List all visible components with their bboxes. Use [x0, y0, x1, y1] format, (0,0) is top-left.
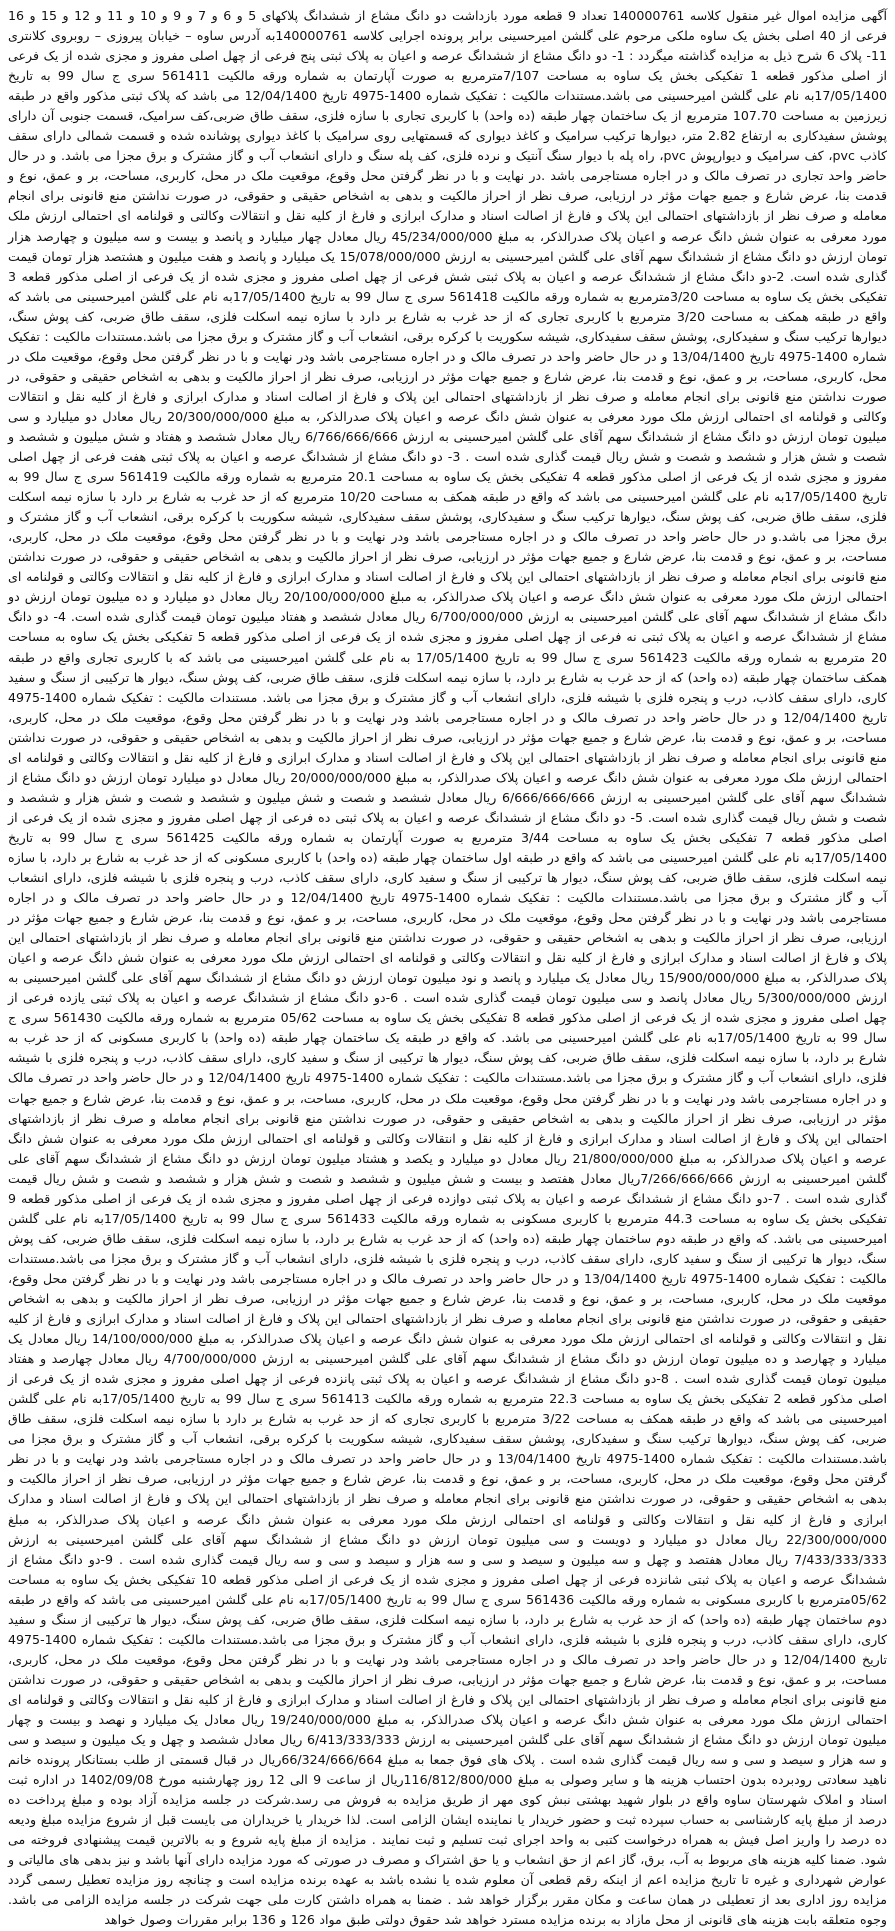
auction-notice-text: آگهی مزایده اموال غیر منقول کلاسه 140000761 تعداد 9 قطعه مورد بازداشت دو دانگ مشاع از ششدانگ پلاکهای 5 و 6 و 7 و 9 و 10 و 11 و 12 و 15 و 16 فرعی از 40 اصلی بخش یک ساوه ملکی مرحوم علی گلشن امیرحسینی برابر پرونده اجرایی کلاسه 140000761به آدرس ساوه – خیابان پیروزی – روبروی کلانتری 11- پلاک 6 شرح ذیل به مزایده گذاشته میگردد : 1- دو دانگ مشاع از ششدانگ عرصه و اعیان به پلاک ثبتی پنج فرعی از چهل اصلی مفروز و مجزی شده از یک فرعی از اصلی مذکور قطعه 1 تفکیکی بخش یک ساوه به مساحت 7/107مترمربع به صورت آپارتمان به شماره ورقه مالکیت 561411 سری ج سال 99 به تاریخ 17/05/1400به نام علی گلشن امیرحسینی می باشد.مستندات مالکیت : تفکیک شماره 1400-4975 تاریخ 12/04/1400 می باشد که پلاک ثبتی مذکور واقع در طبقه زیرزمین به مساحت 107.70 مترمربع از یک ساختمان چهار طبقه (ده واحد) با کاربری تجاری با سازه فلزی، سقف طاق ضربی،کف سرامیک، قسمت جنوبی آن دارای پوشش سفیدکاری به ارتفاع 2.82 متر، دیوارها ترکیب سرامیک و کاغذ دیواری که قسمتهایی روی سرامیک با کاغذ دیواری پوشانده شده و قسمت شمالی دارای سقف کاذب pvc، کف سرامیک و دیوارپوش pvc، راه پله با دیوار سنگ آنتیک و نرده فلزی، کف پله سنگ و دارای انشعاب آب و گاز مشترک و برق مجزا می باشد. و در حال حاضر واحد تجاری در تصرف مالک و در اجاره مستاجرمی باشد .در نهایت و با در نظر گرفتن محل وقوع، موقعیت ملک در محل، کاربری، مساحت، بر و عمق، نوع و قدمت بنا، عرض شارع و جمیع جهات مؤثر در ارزیابی، صرف نظر از احراز مالکیت و بدهی به اشخاص حقیقی و حقوقی، در صورت نداشتن منع قانونی برای انجام معامله و صرف نظر از بازداشتهای احتمالی این پلاک و فارغ از اصالت اسناد و مدارک ابرازی و فارغ از کلیه نقل و انتقالات وکالتی و قولنامه ای احتمالی ارزش ملک مورد معرفی به عنوان شش دانگ عرصه و اعیان پلاک صدرالذکر، به مبلغ 45/234/000/000 ریال معادل چهار میلیارد و پانصد و بیست و سه میلیون و چهارصد هزار تومان ارزش دو دانگ مشاع از ششدانگ سهم آقای علی گلشن امیرحسینی به ارزش 15/078/000/000 یک میلیارد و پانصد و هفت میلیون و هشتصد هزار تومان قیمت گذاری شده است. 2-دو دانگ مشاع از ششدانگ عرصه و اعیان به پلاک ثبتی شش فرعی از چهل اصلی مفروز و مجزی شده از یک فرعی از اصلی مذکور قطعه 3 تفکیکی بخش یک ساوه به مساحت 3/20مترمربع به شماره ورقه مالکیت 561418 سری ج سال 99 به تاریخ 17/05/1400به نام علی گلشن امیرحسینی می باشد که واقع در طبقه همکف به مساحت 3/20 مترمربع با کاربری تجاری که از حد غرب به شارع بر دارد با سازه نیمه اسکلت فلزی، سقف طاق ضربی، کف پوش سنگ، دیوارها ترکیب سنگ و سفیدکاری، پوشش سقف سفیدکاری، شیشه سکوریت با کرکره برقی، انشعاب آب و گاز مشترک و برق مجزا می باشد.مستندات مالکیت : تفکیک شماره 1400-4975 تاریخ 13/04/1400 و در حال حاضر واحد در تصرف مالک و در اجاره مستاجرمی باشد ودر نهایت و با در نظر گرفتن محل وقوع، موقعیت ملک در محل، کاربری، مساحت، بر و عمق، نوع و قدمت بنا، عرض شارع و جمیع جهات مؤثر در ارزیابی، صرف نظر از احراز مالکیت و بدهی به اشخاص حقیقی و حقوقی، در صورت نداشتن منع قانونی برای انجام معامله و صرف نظر از بازداشتهای احتمالی این پلاک و فارغ از اصالت اسناد و مدارک ابرازی و فارغ از کلیه نقل و انتقالات وکالتی و قولنامه ای احتمالی ارزش ملک مورد معرفی به عنوان شش دانگ عرصه و اعیان پلاک صدرالذکر، به مبلغ 20/300/000/000 ریال معادل دو میلیارد و سی میلیون تومان ارزش دو دانگ مشاع از ششدانگ سهم آقای علی گلشن امیرحسینی به ارزش 6/766/666/666 ریال معادل ششصد و هفتاد و شش میلیون و ششصد و شصت و شش هزار و ششصد و شصت و شش ریال قیمت گذاری شده است . 3- دو دانگ مشاع از ششدانگ عرصه و اعیان به پلاک ثبتی هفت فرعی از چهل اصلی مفروز و مجزی شده از یک فرعی از اصلی مذکور قطعه 4 تفکیکی بخش یک ساوه به مساحت 20.1 مترمربع به شماره ورقه مالکیت 561419 سری ج سال 99 به تاریخ 17/05/1400به نام علی گلشن امیرحسینی می باشد که واقع در طبقه همکف به مساحت 10/20 مترمربع که از حد غرب به شارع بر دارد با سازه نیمه اسکلت فلزی، سقف طاق ضربی، کف پوش سنگ، دیوارها ترکیب سنگ و سفیدکاری، پوشش سقف سفیدکاری، شیشه سکوریت با کرکره برقی، انشعاب آب و گاز مشترک و برق مجزا می باشد.و در حال حاضر واحد در تصرف مالک و در اجاره مستاجرمی باشد ودر نهایت و با در نظر گرفتن محل وقوع، موقعیت ملک در محل، کاربری، مساحت، بر و عمق، نوع و قدمت بنا، عرض شارع و جمیع جهات مؤثر در ارزیابی، صرف نظر از احراز مالکیت و بدهی به اشخاص حقیقی و حقوقی، در صورت نداشتن منع قانونی برای انجام معامله و صرف نظر از بازداشتهای احتمالی این پلاک و فارغ از اصالت اسناد و مدارک ابرازی و فارغ از کلیه نقل و انتقالات وکالتی و قولنامه ای احتمالی ارزش ملک مورد معرفی به عنوان شش دانگ عرصه و اعیان پلاک صدرالذکر، به مبلغ 20/100/000/000 ریال معادل دو میلیارد و ده میلیون تومان ارزش دو دانگ مشاع از ششدانگ سهم آقای علی گلشن امیرحسینی به ارزش 6/700/000/000 ریال معادل ششصد و هفتاد میلیون تومان قیمت گذاری شده است. 4- دو دانگ مشاع از ششدانگ عرصه و اعیان به پلاک ثبتی نه فرعی از چهل اصلی مفروز و مجزی شده از یک فرعی از اصلی مذکور قطعه 5 تفکیکی بخش یک ساوه به مساحت 20 مترمربع به شماره ورقه مالکیت 561423 سری ج سال 99 به تاریخ 17/05/1400 به نام علی گلشن امیرحسینی می باشد که با کاربری تجاری واقع در طبقه همکف ساختمان چهار طبقه (ده واحد) که از حد غرب به شارع بر دارد، با سازه نیمه اسکلت فلزی، سقف طاق ضربی، کف پوش سنگ، دیوار ها ترکیبی از سنگ و سفید کاری، دارای سقف کاذب، درب و پنجره فلزی با شیشه فلزی، دارای انشعاب آب و گاز مشترک و برق مجزا می باشد. مستندات مالکیت : تفکیک شماره 1400-4975 تاریخ 12/04/1400 و در حال حاضر واحد در تصرف مالک و در اجاره مستاجرمی باشد ودر نهایت و با در نظر گرفتن محل وقوع، موقعیت ملک در محل، کاربری، مساحت، بر و عمق، نوع و قدمت بنا، عرض شارع و جمیع جهات مؤثر در ارزیابی، صرف نظر از احراز مالکیت و بدهی به اشخاص حقیقی و حقوقی، در صورت نداشتن منع قانونی برای انجام معامله و صرف نظر از بازداشتهای احتمالی این پلاک و فارغ از اصالت اسناد و مدارک ابرازی و فارغ از کلیه نقل و انتقالات وکالتی و قولنامه ای احتمالی ارزش ملک مورد معرفی به عنوان شش دانگ عرصه و اعیان پلاک صدرالذکر، به مبلغ 20/000/000/000 ریال معادل دو میلیارد تومان ارزش دو دانگ مشاع از ششدانگ سهم آقای علی گلشن امیرحسینی به ارزش 6/666/666/666 ریال معادل ششصد و شصت و شش میلیون و ششصد و شصت و شش هزار و ششصد و شصت و شش ریال قیمت گذاری شده است. 5- دو دانگ مشاع از ششدانگ عرصه و اعیان به پلاک ثبتی ده فرعی از چهل اصلی مفروز و مجزی شده از یک فرعی از اصلی مذکور قطعه 7 تفکیکی بخش یک ساوه به مساحت 3/44 مترمربع به صورت آپارتمان به شماره ورقه مالکیت 561425 سری ج سال 99 به تاریخ 17/05/1400به نام علی گلشن امیرحسینی می باشد که واقع در طبقه اول ساختمان چهار طبقه (ده واحد) با کاربری مسکونی که از حد غرب به شارع بر دارد، با سازه نیمه اسکلت فلزی، سقف طاق ضربی، کف پوش سنگ، دیوار ها ترکیبی از سنگ و سفید کاری، دارای سقف کاذب، درب و پنجره فلزی با شیشه فلزی، دارای انشعاب آب و گاز مشترک و برق مجزا می باشد.مستندات مالکیت : تفکیک شماره 1400-4975 تاریخ 12/04/1400 و در حال حاضر واحد در تصرف مالک و در اجاره مستاجرمی باشد ودر نهایت و با در نظر گرفتن محل وقوع، موقعیت ملک در محل، کاربری، مساحت، بر و عمق، نوع و قدمت بنا، عرض شارع و جمیع جهات مؤثر در ارزیابی، صرف نظر از احراز مالکیت و بدهی به اشخاص حقیقی و حقوقی، در صورت نداشتن منع قانونی برای انجام معامله و صرف نظر از بازداشتهای احتمالی این پلاک و فارغ از اصالت اسناد و مدارک ابرازی و فارغ از کلیه نقل و انتقالات وکالتی و قولنامه ای احتمالی ارزش ملک مورد معرفی به عنوان شش دانگ عرصه و اعیان پلاک صدرالذکر، به مبلغ 15/900/000/000 ریال معادل یک میلیارد و پانصد و نود میلیون تومان ارزش دو دانگ مشاع از ششدانگ سهم آقای علی گلشن امیرحسینی به ارزش 5/300/000/000 ریال معادل پانصد و سی میلیون تومان قیمت گذاری شده است . 6-دو دانگ مشاع از ششدانگ عرصه و اعیان به پلاک ثبتی یازده فرعی از چهل اصلی مفروز و مجزی شده از یک فرعی از اصلی مذکور قطعه 8 تفکیکی بخش یک ساوه به مساحت 05/62 مترمربع به شماره ورقه مالکیت 561430 سری ج سال 99 به تاریخ 17/05/1400به نام علی گلشن امیرحسینی می باشد. که واقع در طبقه یک ساختمان چهار طبقه (ده واحد) با کاربری مسکونی که از حد غرب به شارع بر دارد، با سازه نیمه اسکلت فلزی، سقف طاق ضربی، کف پوش سنگ، دیوار ها ترکیبی از سنگ و سفید کاری، دارای سقف کاذب، درب و پنجره فلزی با شیشه فلزی، دارای انشعاب آب و گاز مشترک و برق مجزا می باشد.مستندات مالکیت : تفکیک شماره 1400-4975 تاریخ 12/04/1400 و در حال حاضر واحد در تصرف مالک و در اجاره مستاجرمی باشد ودر نهایت و با در نظر گرفتن محل وقوع، موقعیت ملک در محل، کاربری، مساحت، بر و عمق، نوع و قدمت بنا، عرض شارع و جمیع جهات مؤثر در ارزیابی، صرف نظر از احراز مالکیت و بدهی به اشخاص حقیقی و حقوقی، در صورت نداشتن منع قانونی برای انجام معامله و صرف نظر از بازداشتهای احتمالی این پلاک و فارغ از اصالت اسناد و مدارک ابرازی و فارغ از کلیه نقل و انتقالات وکالتی و قولنامه ای احتمالی ارزش ملک مورد معرفی به عنوان شش دانگ عرصه و اعیان پلاک صدرالذکر، به مبلغ 21/800/000/000 ریال معادل دو میلیارد و یکصد و هشتاد میلیون تومان ارزش دو دانگ مشاع از ششدانگ سهم آقای علی گلشن امیرحسینی به ارزش 7/266/666/666ریال معادل هفتصد و بیست و شش میلیون و ششصد و شصت و شش هزار و ششصد و شصت و شش ریال قیمت گذاری شده است . 7-دو دانگ مشاع از ششدانگ عرصه و اعیان به پلاک ثبتی دوازده فرعی از چهل اصلی مفروز و مجزی شده از یک فرعی از اصلی مذکور قطعه 9 تفکیکی بخش یک ساوه به مساحت 44.3 مترمربع با کاربری مسکونی به شماره ورقه مالکیت 561433 سری ج سال 99 به تاریخ 17/05/1400به نام علی گلشن امیرحسینی می باشد. که واقع در طبقه دوم ساختمان چهار طبقه (ده واحد) که از حد غرب به شارع بر دارد، با سازه نیمه اسکلت فلزی، سقف طاق ضربی، کف پوش سنگ، دیوار ها ترکیبی از سنگ و سفید کاری، دارای سقف کاذب، درب و پنجره فلزی با شیشه فلزی، دارای انشعاب آب و گاز مشترک و برق مجزا می باشد.مستندات مالکیت : تفکیک شماره 1400-4975 تاریخ 13/04/1400 و در حال حاضر واحد در تصرف مالک و در اجاره مستاجرمی باشد ودر نهایت و با در نظر گرفتن محل وقوع، موقعیت ملک در محل، کاربری، مساحت، بر و عمق، نوع و قدمت بنا، عرض شارع و جمیع جهات مؤثر در ارزیابی، صرف نظر از احراز مالکیت و بدهی به اشخاص حقیقی و حقوقی، در صورت نداشتن منع قانونی برای انجام معامله و صرف نظر از بازداشتهای احتمالی این پلاک و فارغ از اصالت اسناد و مدارک ابرازی و فارغ از کلیه نقل و انتقالات وکالتی و قولنامه ای احتمالی ارزش ملک مورد معرفی به عنوان شش دانگ عرصه و اعیان پلاک صدرالذکر، به مبلغ 14/100/000/000 ریال معادل یک میلیارد و چهارصد و ده میلیون تومان ارزش دو دانگ مشاع از ششدانگ سهم آقای علی گلشن امیرحسینی به ارزش 4/700/000/000 ریال معادل چهارصد و هفتاد میلیون تومان قیمت گذاری شده است . 8-دو دانگ مشاع از ششدانگ عرصه و اعیان به پلاک ثبتی پانزده فرعی از چهل اصلی مفروز و مجزی شده از یک فرعی از اصلی مذکور قطعه 2 تفکیکی بخش یک ساوه به مساحت 22.3 مترمربع به شماره ورقه مالکیت 561413 سری ج سال 99 به تاریخ 17/05/1400به نام علی گلشن امیرحسینی می باشد که واقع در طبقه همکف به مساحت 3/22 مترمربع با کاربری تجاری که از حد غرب به شارع بر دارد با سازه نیمه اسکلت فلزی، سقف طاق ضربی، کف پوش سنگ، دیوارها ترکیب سنگ و سفیدکاری، پوشش سقف سفیدکاری، شیشه سکوریت با کرکره برقی، انشعاب آب و گاز مشترک و برق مجزا می باشد.مستندات مالکیت : تفکیک شماره 1400-4975 تاریخ 13/04/1400 و در حال حاضر واحد در تصرف مالک و در اجاره مستاجرمی باشد ودر نهایت و با در نظر گرفتن محل وقوع، موقعیت ملک در محل، کاربری، مساحت، بر و عمق، نوع و قدمت بنا، عرض شارع و جمیع جهات مؤثر در ارزیابی، صرف نظر از احراز مالکیت و بدهی به اشخاص حقیقی و حقوقی، در صورت نداشتن منع قانونی برای انجام معامله و صرف نظر از بازداشتهای احتمالی این پلاک و فارغ از اصالت اسناد و مدارک ابرازی و فارغ از کلیه نقل و انتقالات وکالتی و قولنامه ای احتمالی ارزش ملک مورد معرفی به عنوان شش دانگ عرصه و اعیان پلاک صدرالذکر، به مبلغ 22/300/000/000 ریال معادل دو میلیارد و دویست و سی میلیون تومان ارزش دو دانگ مشاع از ششدانگ سهم آقای علی گلشن امیرحسینی به ارزش 7/433/333/333 ریال معادل هفتصد و چهل و سه میلیون و سیصد و سی و سه هزار و سیصد و سی و سه ریال قیمت گذاری شده است . 9-دو دانگ مشاع از ششدانگ عرصه و اعیان به پلاک ثبتی شانزده فرعی از چهل اصلی مفروز و مجزی شده از یک فرعی از اصلی مذکور قطعه 10 تفکیکی بخش یک ساوه به مساحت 05/62مترمربع با کاربری مسکونی به شماره ورقه مالکیت 561436 سری ج سال 99 به تاریخ 17/05/1400به نام علی گلشن امیرحسینی می باشد که واقع در طبقه دوم ساختمان چهار طبقه (ده واحد) که از حد غرب به شارع بر دارد، با سازه نیمه اسکلت فلزی، سقف طاق ضربی، کف پوش سنگ، دیوار ها ترکیبی از سنگ و سفید کاری، دارای سقف کاذب، درب و پنجره فلزی با شیشه فلزی، دارای انشعاب آب و گاز مشترک و برق مجزا می باشد.مستندات مالکیت : تفکیک شماره 1400-4975 تاریخ 12/04/1400 و در حال حاضر واحد در تصرف مالک و در اجاره مستاجرمی باشد ودر نهایت و با در نظر گرفتن محل وقوع، موقعیت ملک در محل، کاربری، مساحت، بر و عمق، نوع و قدمت بنا، عرض شارع و جمیع جهات مؤثر در ارزیابی، صرف نظر از احراز مالکیت و بدهی به اشخاص حقیقی و حقوقی، در صورت نداشتن منع قانونی برای انجام معامله و صرف نظر از بازداشتهای احتمالی این پلاک و فارغ از اصالت اسناد و مدارک ابرازی و فارغ از کلیه نقل و انتقالات وکالتی و قولنامه ای احتمالی ارزش ملک مورد معرفی به عنوان شش دانگ عرصه و اعیان پلاک صدرالذکر، به مبلغ 19/240/000/000 ریال معادل یک میلیارد و نهصد و بیست و چهار میلیون تومان ارزش دو دانگ مشاع از ششدانگ سهم آقای علی گلشن امیرحسینی به ارزش 6/413/333/333 ریال معادل ششصد و چهل و یک میلیون و سیصد و سی و سه هزار و سیصد و سی و سه ریال قیمت گذاری شده است . پلاک های فوق جمعا به مبلغ 66/324/666/664ریال در قبال قسمتی از طلب بستانکار پرونده خانم ناهید سعادتی رودبرده بدون احتساب هزینه ها و سایر وصولی به مبلغ 116/812/800/000ریال از ساعت 9 الی 12 روز چهارشنبه مورخ 1402/09/08 در اداره ثبت اسناد و املاک شهرستان ساوه واقع در بلوار شهید بهشتی نبش کوی مهر از طریق مزایده به فروش می رسد.شرکت در جلسه مزایده آزاد بوده و مبلغ پرداخت ده درصد از مبلغ پایه کارشناسی به حساب سپرده ثبت و حضور خریدار یا نماینده ایشان الزامی است. لذا خریدار یا خریداران می بایست قبل از شروع مزایده مبلغ ودیعه ده درصد را واریز اصل فیش به همراه درخواست کتبی به واحد اجرای ثبت تسلیم و ثبت نمایند . مزایده از مبلغ پایه شروع و به بالاترین قیمت پیشنهادی فروخته می شود. ضمنا کلیه هزینه های مربوط به آب، برق، گاز اعم از حق انشعاب و یا حق اشتراک و مصرف در صورتی که مورد مزایده دارای آنها باشد و نیز بدهی های مالیاتی و عوارض شهرداری و غیره تا تاریخ مزایده اعم از اینکه رقم قطعی آن معلوم شده یا نشده باشد به عهده برنده مزایده است و چنانچه روز مزایده تعطیل رسمی گردد مزایده روز اداری بعد از تعطیلی در همان ساعت و مکان مقرر برگزار خواهد شد . ضمنا به همراه داشتن کارت ملی جهت شرکت در جلسه مزایده الزامی می باشد. وجوه متعلقه بابت هزینه های قانونی از محل مازاد به برنده مزایده مسترد خواهد شد حقوق دولتی طبق مواد 126 و 136 برابر مقررات وصول خواهد — [8, 8, 888, 1928]
